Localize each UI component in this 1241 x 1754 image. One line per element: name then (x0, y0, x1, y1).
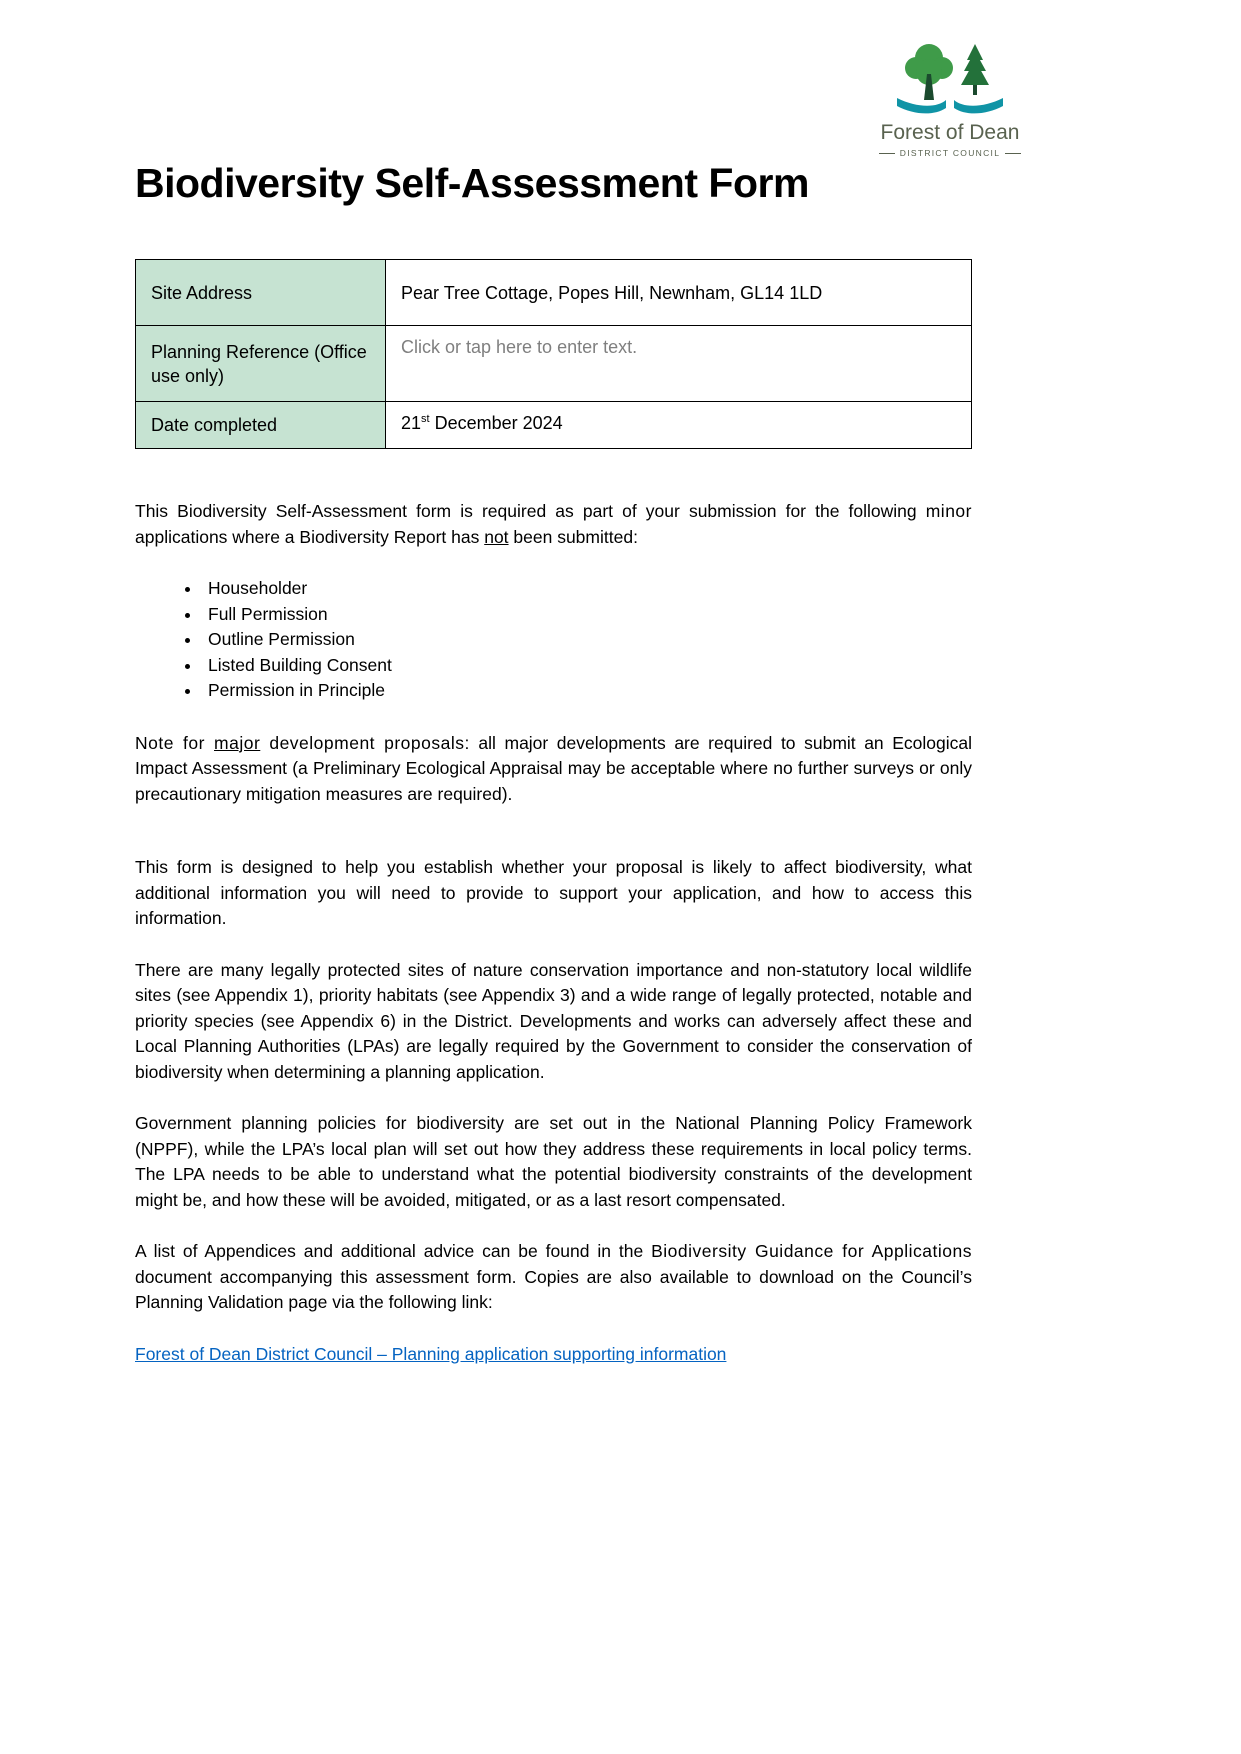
logo-subtitle-text: DISTRICT COUNCIL (899, 148, 1001, 158)
intro-mid: applications where a Biodiversity Report has (135, 526, 485, 547)
intro-post: been submitted: (508, 526, 638, 547)
note-post: all major developments are required to submit an Ecological Impact Assessment (a Preliminary Ecological Appraisal may be acceptable where no further surveys or only precautionary mitigation measures are required). (135, 732, 972, 804)
planning-supporting-information-link[interactable]: Forest of Dean District Council – Planning application supporting information (135, 1343, 727, 1364)
appendices-post: document accompanying this assessment form. Copies are also available to download on the Council’s Planning Validation page via the following link: (135, 1266, 972, 1313)
planning-reference-label: Planning Reference (Office use only) (151, 341, 367, 386)
list-item-permission-in-principle: • Permission in Principle (202, 678, 972, 704)
list-item-householder: • Householder (202, 576, 972, 602)
document-content (135, 0, 972, 1367)
date-completed-rest[interactable]: December 2024 (429, 413, 563, 434)
page-title: Biodiversity Self-Assessment Form (135, 160, 809, 206)
intro-minor-emphasis: minor (925, 501, 972, 522)
logo-rule-right (1005, 153, 1021, 154)
site-address-label-cell (136, 260, 386, 326)
appendices-paragraph (135, 1239, 972, 1316)
planning-reference-row (136, 326, 972, 402)
date-ordinal-superscript: st (421, 413, 430, 426)
form-purpose-paragraph: This form is designed to help you establish whether your proposal is likely to affect biodiversity, what additional information you will need to provide to support your application, and how to access this information. (135, 857, 972, 929)
site-address-label: Site Address (151, 282, 253, 303)
site-address-value[interactable]: Pear Tree Cottage, Popes Hill, Newnham, GL14 1LD (401, 282, 823, 303)
list-item-listed-building-consent: • Listed Building Consent (202, 653, 972, 679)
planning-reference-placeholder[interactable]: Click or tap here to enter text. (401, 337, 638, 358)
logo-name: Forest of Dean (880, 121, 1020, 144)
major-development-note (135, 731, 972, 808)
date-completed-day[interactable]: 21 (401, 413, 422, 434)
date-completed-row (136, 402, 972, 449)
date-completed-label-cell (136, 402, 386, 449)
planning-reference-value-cell[interactable] (386, 326, 972, 402)
date-completed-value-cell[interactable] (386, 402, 972, 449)
date-completed-label: Date completed (151, 415, 278, 436)
protected-sites-paragraph: There are many legally protected sites of nature conservation importance and non-statutory local wildlife sites (see Appendix 1), priority habitats (see Appendix 3) and a wide range of legally protected, notable and priority species (see Appendix 6) in the District. Developments and works can adversely affect these and Local Planning Authorities (LPAs) are legally required by the Government to consider the conservation of biodiversity when determining a planning application. (135, 959, 972, 1082)
planning-policy-paragraph: Government planning policies for biodiversity are set out in the National Planning Policy Framework (NPPF), while the LPA’s local plan will set out how they address these requirements in local policy terms. The LPA needs to be able to understand what the potential biodiversity constraints of the development might be, and how these will be avoided, mitigated, or as a last resort compensated. (135, 1113, 972, 1210)
site-info-table (135, 259, 972, 449)
note-mid: development proposals: (260, 732, 470, 753)
appendices-pre: A list of Appendices and additional advice can be found in the (135, 1241, 652, 1262)
note-major-underlined: major (214, 732, 261, 753)
planning-reference-label-cell (136, 326, 386, 402)
note-pre: Note for (135, 732, 215, 753)
site-address-row (136, 260, 972, 326)
intro-paragraph (135, 499, 972, 550)
list-item-outline-permission: • Outline Permission (202, 627, 972, 653)
appendices-guidance-emphasis: Biodiversity Guidance for Applications (651, 1241, 972, 1262)
application-type-list (135, 576, 972, 704)
intro-not-underlined: not (484, 526, 509, 547)
intro-pre: This Biodiversity Self-Assessment form is required as part of your submission for the following (135, 501, 926, 522)
site-address-value-cell[interactable] (386, 260, 972, 326)
list-item-full-permission: • Full Permission (202, 602, 972, 628)
